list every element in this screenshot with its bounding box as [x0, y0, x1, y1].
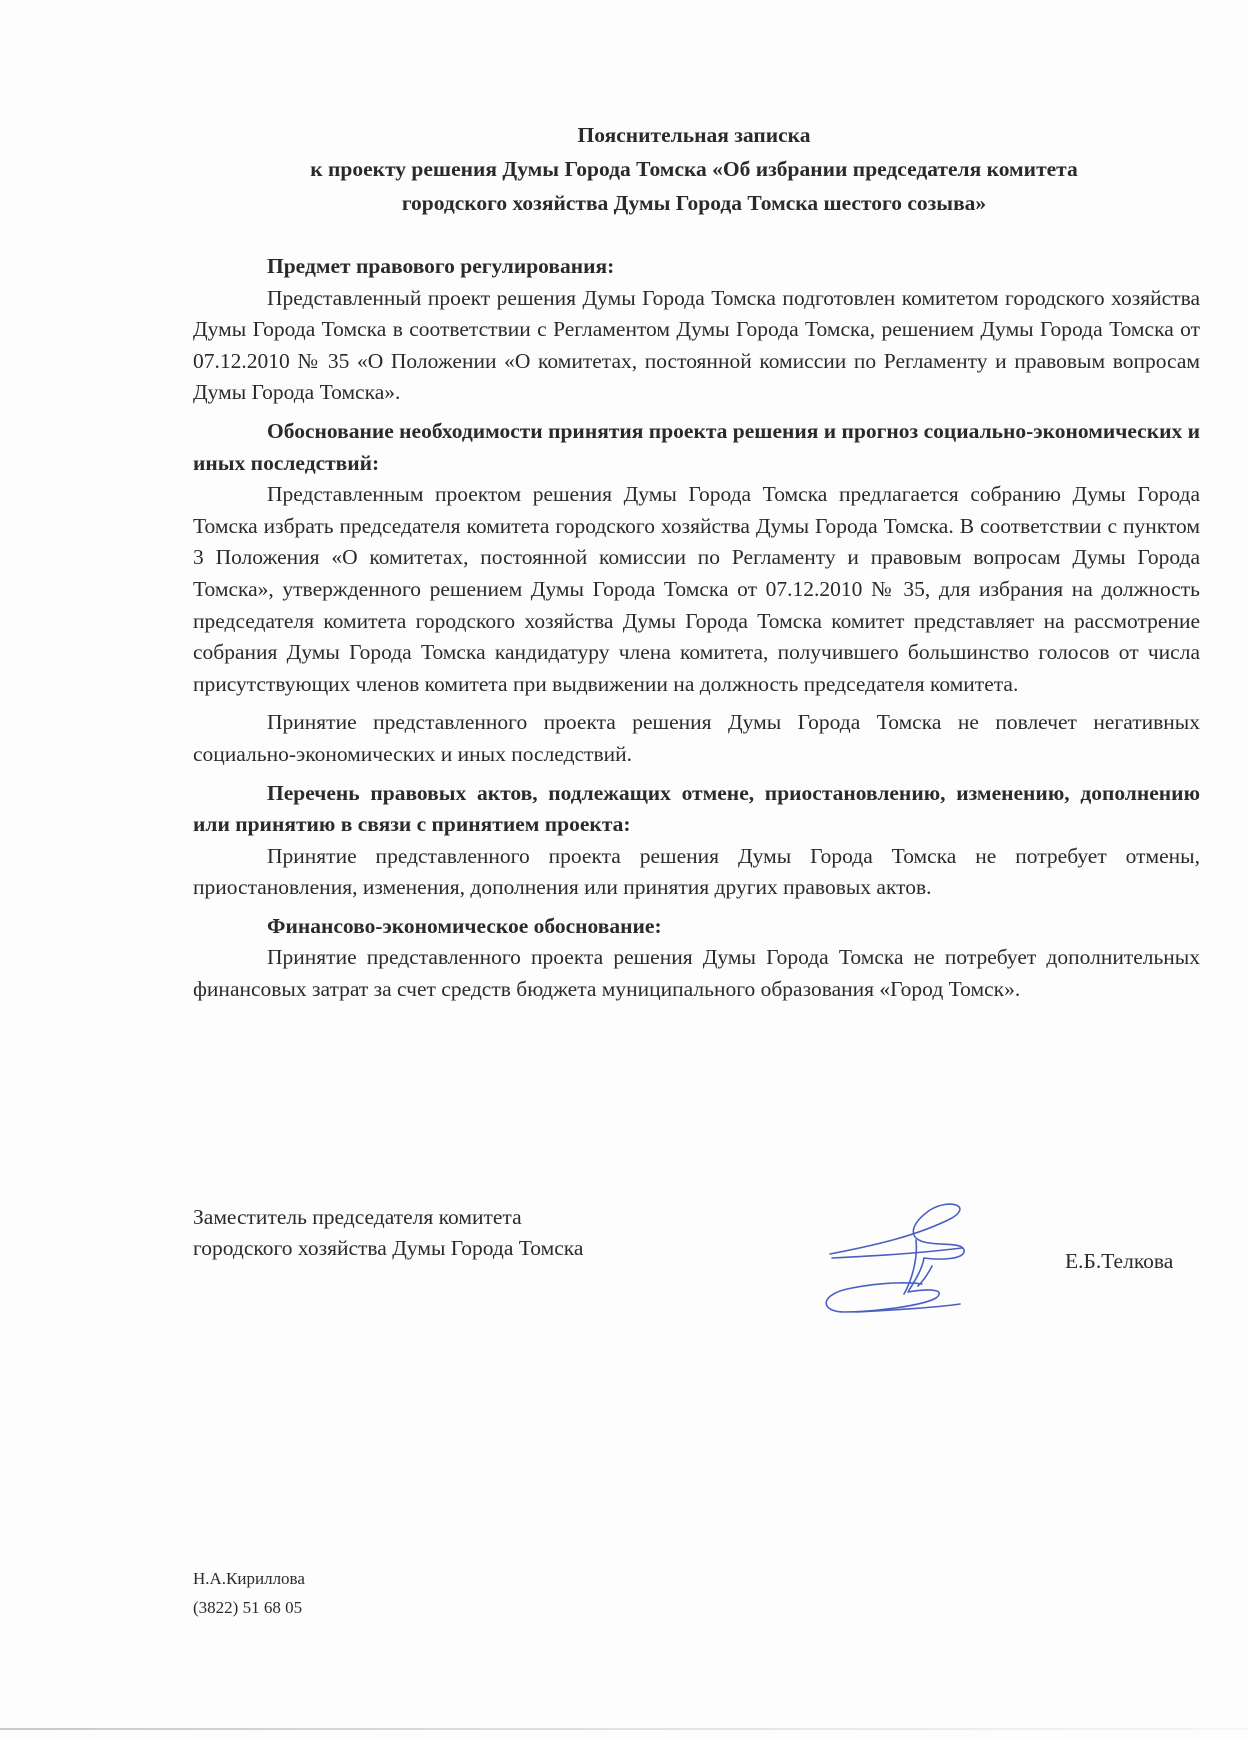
subject-heading: Предмет правового регулирования: — [267, 254, 615, 278]
justification-heading: Обоснование необходимости принятия проекта решения и прогноз социально-экономических и иных последствий: — [193, 418, 1200, 475]
title-line-2: к проекту решения Думы Города Томска «Об избрании председателя комитета — [310, 157, 1078, 181]
finance-heading: Финансово-экономическое обоснование: — [267, 913, 662, 938]
finance-text: Принятие представленного проекта решения Думы Города Томска не потребует дополнительных финансовых затрат за счет средств бюджета муниципального образования «Город Томск». — [193, 945, 1200, 1002]
document-body — [193, 251, 1200, 1006]
handwritten-signature — [812, 1196, 992, 1326]
acts-text: Принятие представленного проекта решения Думы Города Томска не потребует отмены, приостановления, изменения, дополнения или принятия других правовых актов. — [193, 843, 1200, 900]
signatory-position — [193, 1202, 583, 1264]
title-line-3: городского хозяйства Думы Города Томска шестого созыва» — [401, 191, 987, 215]
acts-heading: Перечень правовых актов, подлежащих отмене, приостановлению, изменению, дополнению или принятию в связи с принятием проекта: — [193, 780, 1200, 837]
position-line-1: Заместитель председателя комитета — [193, 1205, 522, 1229]
subject-text: Представленный проект решения Думы Города Томска подготовлен комитетом городского хозяйства Думы Города Томска в соответствии с Регламентом Думы Города Томска, решением Думы Города Томска от 07.12.2010 № 35 «О Положении «О комитетах, постоянной комиссии по Регламенту и правовым вопросам Думы Города Томска». — [193, 285, 1200, 405]
executor-info — [193, 1564, 305, 1622]
justification-text-1: Представленным проектом решения Думы Города Томска предлагается собранию Думы Города Томска избрать председателя комитета городского хозяйства Думы Города Томска. В соответствии с пунктом 3 Положения «О комитетах, постоянной комиссии по Регламенту и правовым вопросам Думы Города Томска», утвержденного решением Думы Города Томска от 07.12.2010 № 35, для избрания на должность председателя комитета городского хозяйства Думы Города Томска комитет представляет на рассмотрение собрания Думы Города Томска кандидатуру члена комитета, получившего большинство голосов от числа присутствующих членов комитета при выдвижении на должность председателя комитета. — [193, 482, 1200, 696]
justification-text-2: Принятие представленного проекта решения Думы Города Томска не повлечет негативных социально-экономических и иных последствий. — [193, 710, 1200, 766]
document-title — [190, 118, 1198, 220]
scan-edge-divider — [0, 1728, 1248, 1730]
executor-phone: (3822) 51 68 05 — [193, 1598, 303, 1617]
title-line-1: Пояснительная записка — [577, 123, 811, 147]
position-line-2: городского хозяйства Думы Города Томска — [193, 1236, 584, 1260]
signatory-name: Е.Б.Телкова — [1065, 1249, 1174, 1273]
executor-name: Н.А.Кириллова — [193, 1569, 305, 1588]
